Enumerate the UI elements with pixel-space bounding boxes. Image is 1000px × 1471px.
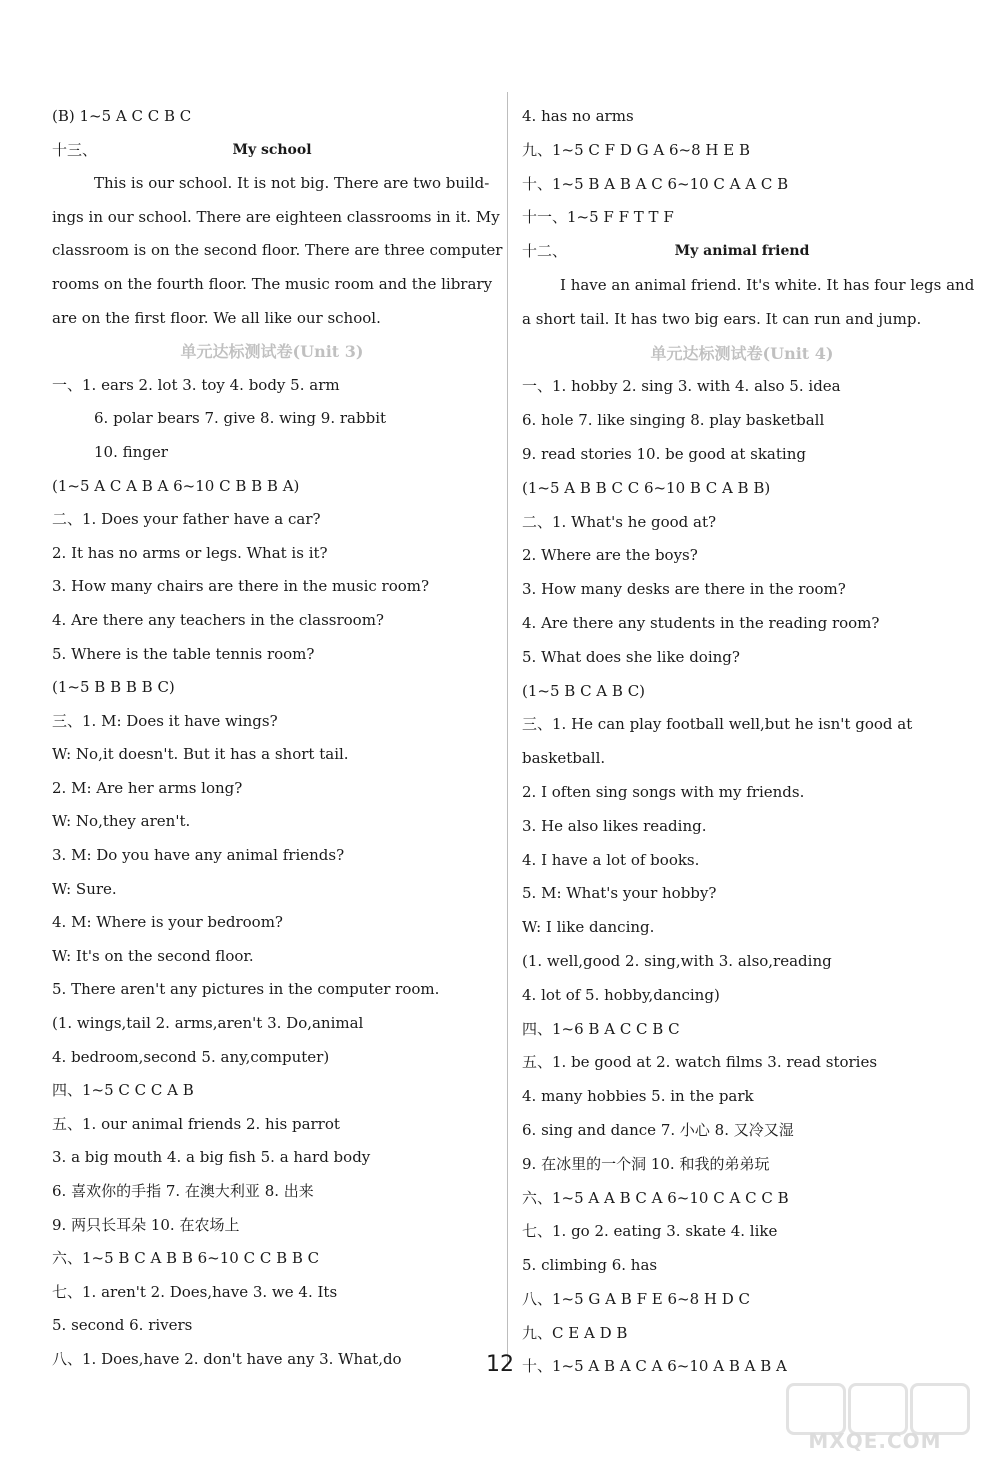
answer-line: 十、1~5 A B A C A 6~10 A B A B A	[522, 1357, 787, 1376]
answer-line: 3. How many chairs are there in the music room?	[52, 577, 430, 596]
section-number: 十二、	[522, 242, 568, 261]
answer-line: 5. M: What's your hobby?	[522, 884, 717, 903]
watermark-site: MXQE.COM	[808, 1429, 942, 1453]
answer-line: 2. It has no arms or legs. What is it?	[52, 543, 328, 562]
answer-line: W: No,they aren't.	[52, 812, 191, 831]
answer-line: 4. bedroom,second 5. any,computer)	[52, 1047, 330, 1066]
answer-line: 4. Are there any students in the reading room?	[522, 613, 880, 632]
answer-line: (1~5 B B B B C)	[52, 678, 175, 697]
answer-line: 九、C E A D B	[522, 1323, 628, 1342]
answer-line: 6. polar bears 7. give 8. wing 9. rabbit	[94, 409, 387, 428]
answer-line: 四、1~6 B A C C B C	[522, 1019, 680, 1038]
answer-line: basketball.	[522, 749, 606, 768]
answer-line: 5. second 6. rivers	[52, 1316, 193, 1335]
answer-line: 9. read stories 10. be good at skating	[522, 444, 806, 463]
answer-line: 5. Where is the table tennis room?	[52, 644, 315, 663]
answer-line: 2. Where are the boys?	[522, 546, 698, 565]
answer-line: 三、1. M: Does it have wings?	[52, 711, 278, 730]
answer-line: 十、1~5 B A B A C 6~10 C A A C B	[522, 174, 789, 193]
answer-line: 6. sing and dance 7. 小心 8. 又冷又湿	[522, 1120, 794, 1139]
answer-line: 4. has no arms	[522, 107, 634, 125]
essay-line: a short tail. It has two big ears. It can run and jump.	[522, 309, 922, 328]
unit-title: 单元达标测试卷(Unit 4)	[650, 343, 834, 363]
answer-line: (1~5 A C A B A 6~10 C B B B A)	[52, 476, 300, 495]
answer-line: 五、1. our animal friends 2. his parrot	[52, 1114, 340, 1133]
answer-line: 八、1~5 G A B F E 6~8 H D C	[522, 1289, 751, 1308]
answer-line: (1. wings,tail 2. arms,aren't 3. Do,animal	[52, 1014, 364, 1033]
watermark-box	[848, 1383, 908, 1435]
watermark-box	[786, 1383, 846, 1435]
answer-line: 四、1~5 C C C A B	[52, 1081, 194, 1100]
answer-line: 4. I have a lot of books.	[522, 850, 700, 869]
answer-line: 10. finger	[94, 442, 168, 461]
page-number: 12	[486, 1352, 514, 1377]
answer-line: (1~5 A B B C C 6~10 B C A B B)	[522, 478, 771, 497]
answer-line: W: No,it doesn't. But it has a short tail.	[52, 745, 349, 764]
answer-line: 6. hole 7. like singing 8. play basketball	[522, 411, 825, 430]
answer-line: 八、1. Does,have 2. don't have any 3. What,do	[52, 1349, 402, 1368]
answer-line: 4. M: Where is your bedroom?	[52, 913, 283, 932]
answer-line: 一、1. ears 2. lot 3. toy 4. body 5. arm	[52, 375, 340, 394]
right-column	[522, 100, 975, 1384]
answer-line: 9. 在冰里的一个洞 10. 和我的弟弟玩	[522, 1154, 770, 1173]
answer-line: W: Sure.	[52, 879, 117, 898]
answer-line: 4. lot of 5. hobby,dancing)	[522, 985, 720, 1004]
answer-line: 5. There aren't any pictures in the computer room.	[52, 980, 440, 999]
watermark-logo	[780, 1383, 970, 1453]
answer-line: 十一、1~5 F F T T F	[522, 208, 674, 227]
answer-line: 六、1~5 A A B C A 6~10 C A C C B	[522, 1188, 789, 1207]
answer-line: 2. M: Are her arms long?	[52, 778, 243, 797]
answer-line: 3. He also likes reading.	[522, 816, 707, 835]
answer-line: 3. M: Do you have any animal friends?	[52, 846, 345, 865]
answer-line: 3. a big mouth 4. a big fish 5. a hard body	[52, 1148, 371, 1167]
answer-line: (1. well,good 2. sing,with 3. also,reading	[522, 951, 832, 970]
watermark-box	[910, 1383, 970, 1435]
essay-line: are on the first floor. We all like our school.	[52, 308, 381, 327]
answer-line: 七、1. aren't 2. Does,have 3. we 4. Its	[52, 1282, 338, 1301]
essay-line: classroom is on the second floor. There are three computer	[52, 241, 503, 260]
answer-line: 4. Are there any teachers in the classroom?	[52, 610, 384, 629]
answer-line: (1~5 B C A B C)	[522, 681, 646, 700]
answer-line: 二、1. Does your father have a car?	[52, 510, 321, 529]
essay-title: My school	[232, 141, 312, 158]
answer-line: 三、1. He can play football well,but he isn't good at	[522, 715, 913, 734]
answer-line: 一、1. hobby 2. sing 3. with 4. also 5. idea	[522, 377, 841, 396]
answer-line: (B) 1~5 A C C B C	[52, 107, 192, 125]
answer-line: 九、1~5 C F D G A 6~8 H E B	[522, 140, 751, 159]
section-number: 十三、	[52, 140, 98, 159]
essay-title: My animal friend	[674, 243, 810, 260]
answer-line: 5. climbing 6. has	[522, 1256, 658, 1275]
answer-line: 七、1. go 2. eating 3. skate 4. like	[522, 1222, 778, 1241]
answer-line: W: I like dancing.	[522, 918, 655, 937]
answer-line: 4. many hobbies 5. in the park	[522, 1087, 754, 1106]
answer-line: 9. 两只长耳朵 10. 在农场上	[52, 1215, 240, 1234]
answer-line: 3. How many desks are there in the room?	[522, 580, 846, 599]
unit-title: 单元达标测试卷(Unit 3)	[180, 342, 364, 362]
answer-line: 6. 喜欢你的手指 7. 在澳大利亚 8. 出来	[52, 1182, 314, 1200]
answer-line: 2. I often sing songs with my friends.	[522, 782, 805, 801]
answer-line: 五、1. be good at 2. watch films 3. read stories	[522, 1053, 878, 1072]
essay-line: ings in our school. There are eighteen classrooms in it. My	[52, 207, 500, 226]
answer-line: 5. What does she like doing?	[522, 647, 740, 666]
essay-line: I have an animal friend. It's white. It has four legs and	[560, 275, 975, 294]
essay-line: rooms on the fourth floor. The music room and the library	[52, 274, 493, 293]
essay-heading	[522, 235, 962, 269]
answer-line: W: It's on the second floor.	[52, 946, 254, 965]
essay-heading	[52, 134, 492, 168]
answer-line: 六、1~5 B C A B B 6~10 C C B B C	[52, 1249, 320, 1268]
answer-line: 二、1. What's he good at?	[522, 512, 717, 531]
column-divider	[507, 92, 508, 1367]
essay-line: This is our school. It is not big. There are two build-	[94, 174, 490, 193]
